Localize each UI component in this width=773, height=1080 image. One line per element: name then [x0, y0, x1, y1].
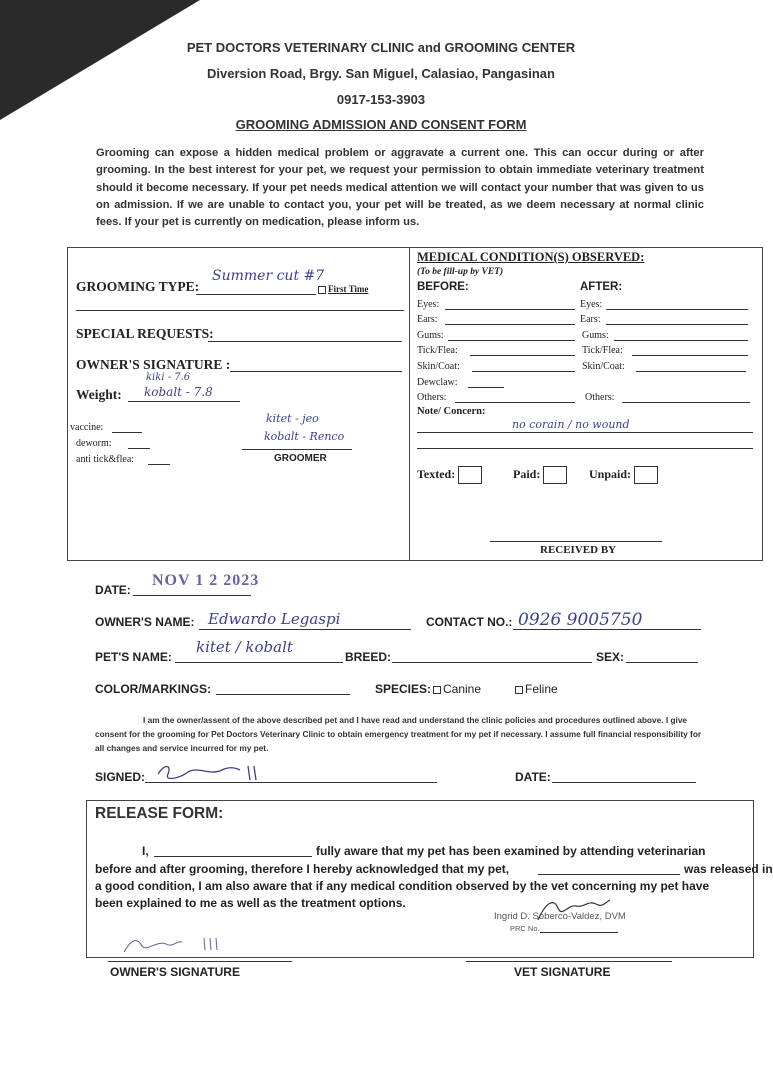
gums-after-label: Gums:: [582, 330, 609, 341]
color-label: COLOR/MARKINGS:: [95, 682, 211, 696]
received-by-line[interactable]: [490, 541, 662, 542]
tick-before-line[interactable]: [470, 355, 575, 356]
anti-tick-line[interactable]: [148, 464, 170, 465]
pet-name-value[interactable]: kitet / kobalt: [196, 638, 293, 656]
vaccine-label: vaccine:: [70, 422, 104, 433]
release-i: I,: [142, 844, 149, 858]
note-line-1[interactable]: [417, 432, 753, 433]
breed-label: BREED:: [345, 650, 392, 664]
deworm-line[interactable]: [128, 448, 150, 449]
pet-name-label: PET'S NAME:: [95, 650, 172, 664]
contact-label: CONTACT NO.:: [426, 615, 513, 629]
signed-date-line[interactable]: [552, 782, 696, 783]
date-line: [133, 595, 251, 596]
others-before-line[interactable]: [455, 402, 575, 403]
box-divider: [409, 247, 410, 560]
vet-signature-label: VET SIGNATURE: [514, 965, 611, 979]
sex-label: SEX:: [596, 650, 625, 664]
ears-before-line[interactable]: [445, 324, 575, 325]
before-label: BEFORE:: [417, 281, 469, 293]
others-after-label: Others:: [585, 392, 615, 403]
contact-value[interactable]: 0926 9005750: [518, 610, 643, 630]
after-label: AFTER:: [580, 281, 623, 293]
grooming-type-line: [196, 294, 316, 295]
species-label: SPECIES:: [375, 682, 432, 696]
color-line[interactable]: [216, 694, 350, 695]
vet-name-stamp: Ingrid D. Soberco-Valdez, DVM: [494, 911, 626, 922]
unpaid-box[interactable]: [634, 466, 658, 484]
grooming-type-value[interactable]: Summer cut #7: [212, 268, 325, 284]
owner-signature-scribble: [150, 760, 270, 786]
groomer-label: GROOMER: [274, 453, 327, 464]
canine-box[interactable]: [433, 686, 441, 694]
canine-label: Canine: [443, 682, 482, 696]
deworm-label: deworm:: [76, 438, 112, 449]
ears-after-line[interactable]: [606, 324, 748, 325]
skin-before-label: Skin/Coat:: [417, 361, 460, 372]
weight-line: [128, 401, 240, 402]
grooming-type-label: GROOMING TYPE:: [76, 279, 200, 294]
weight-label: Weight:: [76, 387, 122, 402]
tick-after-line[interactable]: [632, 355, 748, 356]
pet-name-line: [175, 662, 343, 663]
anti-tick-label: anti tick&flea:: [76, 454, 135, 465]
weight-value-2[interactable]: kobalt - 7.8: [144, 385, 213, 399]
breed-line[interactable]: [392, 662, 592, 663]
weight-value-1[interactable]: kiki - 7.6: [146, 372, 191, 383]
release-owner-signature-label: OWNER'S SIGNATURE: [110, 965, 240, 979]
received-by-label: RECEIVED BY: [540, 544, 617, 556]
medical-title: MEDICAL CONDITION(S) OBSERVED:: [417, 250, 645, 264]
eyes-after-label: Eyes:: [580, 299, 603, 310]
dewclaw-line[interactable]: [468, 387, 504, 388]
intro-paragraph: Grooming can expose a hidden medical problem or aggravate a current one. This can occur during or after grooming. In the best interest for your pet, we request your permission to obtain immediate veterinary treatment should it become necessary. If your pet needs medical attention we will contact your number that was given to us on admission. If we are unable to contact you, your pet will be treated, as we deem necessary at normal clinic fees. If your pet is currently on medication, please inform us.: [96, 147, 704, 229]
feline-box[interactable]: [515, 686, 523, 694]
paid-checkbox[interactable]: [513, 466, 567, 484]
texted-label: Texted:: [417, 466, 456, 481]
gums-after-line[interactable]: [614, 340, 748, 341]
eyes-before-label: Eyes:: [417, 299, 440, 310]
medical-subtitle: (To be fill-up by VET): [417, 267, 504, 277]
feline-label: Feline: [525, 682, 558, 696]
skin-after-line[interactable]: [636, 371, 746, 372]
signed-label: SIGNED:: [95, 770, 146, 784]
consent-paragraph: I am the owner/assent of the above described pet and I have read and understand the clinic policies and procedures outlined above. I give consent for the grooming for Pet Doctors Veterinary Clinic to obtain emergency treatment for my pet if necessary. I assume full financial responsibility for all changes and service incurred for my pet.: [95, 715, 702, 753]
grooming-type-extra-line: [76, 310, 404, 311]
signed-date-label: DATE:: [515, 770, 551, 784]
release-text-4: a good condition, I am also aware that if any medical condition observed by the vet concerning my pet have: [95, 879, 710, 893]
unpaid-checkbox[interactable]: [589, 466, 658, 484]
form-title: GROOMING ADMISSION AND CONSENT FORM: [235, 117, 527, 132]
clinic-address: Diversion Road, Brgy. San Miguel, Calasiao, Pangasinan: [207, 66, 555, 81]
texted-box[interactable]: [458, 466, 482, 484]
vet-prc-line: [540, 932, 618, 933]
gums-before-label: Gums:: [417, 330, 444, 341]
release-owner-signature-line[interactable]: [108, 961, 292, 962]
note-line-2[interactable]: [417, 448, 753, 449]
first-time-box[interactable]: [318, 286, 326, 294]
vet-prc-stamp: PRC No.: [510, 924, 540, 933]
first-time-label: First Time: [328, 284, 369, 294]
dewclaw-label: Dewclaw:: [417, 377, 458, 388]
tick-after-label: Tick/Flea:: [582, 345, 623, 356]
groomer-line: [242, 449, 352, 450]
groomer-value-1[interactable]: kitet - jeo: [266, 412, 319, 425]
vet-signature-line[interactable]: [466, 961, 672, 962]
release-title: RELEASE FORM:: [95, 805, 224, 822]
skin-after-label: Skin/Coat:: [582, 361, 625, 372]
owner-signature-label: OWNER'S SIGNATURE :: [76, 357, 231, 372]
owner-name-label: OWNER'S NAME:: [95, 615, 195, 629]
vet-signature-scribble: [532, 896, 612, 928]
groomer-value-2[interactable]: kobalt - Renco: [264, 430, 345, 443]
eyes-before-line[interactable]: [445, 309, 575, 310]
feline-option[interactable]: [515, 682, 558, 696]
paid-label: Paid:: [513, 466, 541, 481]
release-text-2: before and after grooming, therefore I hereby acknowledged that my pet,: [95, 862, 510, 876]
sex-line[interactable]: [626, 662, 698, 663]
ears-before-label: Ears:: [417, 314, 438, 325]
special-requests-label: SPECIAL REQUESTS:: [76, 326, 214, 341]
ears-after-label: Ears:: [580, 314, 601, 325]
release-text-3: was released in: [684, 862, 773, 876]
clinic-phone: 0917-153-3903: [336, 92, 426, 107]
gums-before-line[interactable]: [448, 340, 575, 341]
first-time-checkbox[interactable]: [318, 284, 368, 294]
clinic-name: PET DOCTORS VETERINARY CLINIC and GROOMING CENTER: [186, 40, 576, 55]
release-name-line[interactable]: [154, 856, 312, 857]
date-label: DATE:: [95, 583, 131, 597]
release-owner-signature-scribble: [104, 930, 224, 960]
skin-before-line[interactable]: [472, 371, 575, 372]
owner-name-value[interactable]: Edwardo Legaspi: [208, 610, 341, 628]
owner-signature-line[interactable]: [230, 371, 402, 372]
date-stamp[interactable]: NOV 1 2 2023: [152, 572, 260, 589]
special-requests-line[interactable]: [208, 341, 402, 342]
others-after-line[interactable]: [622, 402, 750, 403]
texted-checkbox[interactable]: [417, 466, 482, 484]
canine-option[interactable]: [433, 682, 481, 696]
eyes-after-line[interactable]: [606, 309, 748, 310]
unpaid-label: Unpaid:: [589, 466, 632, 481]
paid-box[interactable]: [543, 466, 567, 484]
note-value[interactable]: no corain / no wound: [512, 418, 630, 431]
release-text-1: fully aware that my pet has been examined by attending veterinarian: [316, 844, 706, 858]
others-before-label: Others:: [417, 392, 447, 403]
owner-name-line: [199, 629, 411, 630]
note-label: Note/ Concern:: [417, 406, 486, 417]
vaccine-line[interactable]: [112, 432, 142, 433]
release-pet-line[interactable]: [538, 874, 680, 875]
release-text-5: been explained to me as well as the treatment options.: [95, 896, 406, 910]
tick-before-label: Tick/Flea:: [417, 345, 458, 356]
